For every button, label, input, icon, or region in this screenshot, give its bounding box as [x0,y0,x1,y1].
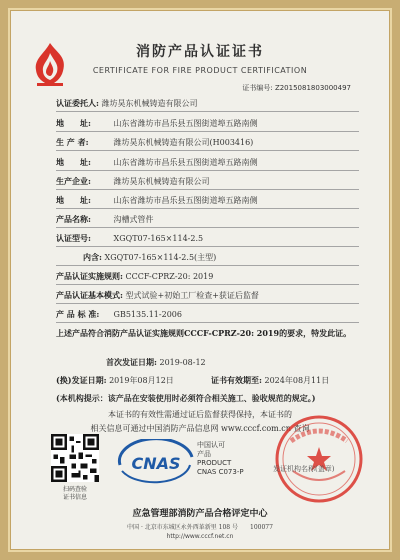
qr-caption-line-1: 扫码查验 [62,486,87,493]
organization-website[interactable]: http://www.cccf.net.cn [166,533,234,540]
qr-caption [51,486,99,502]
certification-statement: 上述产品符合消防产品认证实施规则CCCF-CPRZ-20: 2019的要求，特发此证。 [56,328,352,338]
field-product-value: 沟槽式管件 [113,215,154,224]
field-mode-label: 产品认证基本模式: [56,290,123,300]
field-model-value: XGQT07-165×114-2.5 [113,234,204,243]
field-standard-label: 产 品 标 准: [56,309,100,319]
issue-date-label: (换)发证日期: [56,375,107,385]
field-product-label: 产品名称: [56,214,91,224]
field-producer [56,137,253,148]
field-mode-value: 型式试验+初始工厂检查+获证后监督 [125,291,259,300]
field-standard [56,309,182,320]
field-inner [83,252,216,263]
divider [56,303,359,304]
cnas-line-3: PRODUCT [197,459,232,467]
field-address-1-label: 地 址: [56,118,91,128]
validity-note-line-1: 本证书的有效性需通过证后监督获得保持，本证书的 [108,410,292,419]
divider [56,208,359,209]
field-address-3-label: 地 址: [56,195,91,205]
cnas-line-2: 产品 [197,450,211,458]
field-address-2-label: 地 址: [56,157,91,167]
field-factory-label: 生产企业: [56,176,91,186]
installation-remark: (本机构提示：该产品在安装使用时必须符合相关施工、验收规范的规定。) [56,393,316,403]
validity-note-line-2: 相关信息可通过中国消防产品信息网 www.cccf.com.cn 查询 [90,424,310,433]
field-rule-value: CCCF-CPRZ-20: 2019 [125,272,214,281]
divider [56,150,359,151]
first-issue-date-label: 首次发证日期: [106,357,157,367]
certificate-paper [11,11,389,549]
issuing-body-signature-label: 发证机构名称(盖章) [273,465,335,473]
divider [56,189,359,190]
first-issue-date-value: 2019-08-12 [159,358,206,367]
field-inner-value: XGQT07-165×114-2.5(主型) [104,253,217,262]
field-rule [56,271,213,282]
field-factory-value: 潍坊昊东机械铸造有限公司 [113,177,210,186]
official-seal-icon [273,413,365,505]
organization-address: 中国 · 北京市东城区永外西革新里 108 号 100077 [127,524,273,531]
first-issue-date [106,357,206,368]
field-producer-label: 生 产 者: [56,137,89,147]
field-client [56,98,198,109]
certificate-title: 消防产品认证证书 [136,44,264,60]
field-client-value: 潍坊昊东机械铸造有限公司 [101,99,198,108]
field-address-2 [56,157,258,168]
expiry-date-label: 证书有效期至: [211,375,262,385]
expiry-date [211,375,329,386]
cnas-line-4: CNAS C073-P [197,468,244,476]
issue-date [56,375,174,386]
field-model [56,233,203,244]
divider [56,322,359,323]
serial-value: Z2015081803000497 [274,84,351,92]
field-address-1 [56,118,258,129]
divider [56,170,359,171]
field-address-3 [56,195,258,206]
field-standard-value: GB5135.11-2006 [113,310,182,319]
serial-label: 证书编号: [242,84,273,92]
field-address-2-value: 山东省潍坊市昌乐县五图街道埠五路南侧 [113,158,258,167]
expiry-date-value: 2024年08月11日 [264,376,330,385]
cnas-line-1: 中国认可 [197,441,225,449]
svg-text:CNAS: CNAS [131,454,181,473]
field-address-1-value: 山东省潍坊市昌乐县五图街道埠五路南侧 [113,119,258,128]
field-client-label: 认证委托人: [56,98,99,108]
field-product [56,214,154,225]
cnas-logo-icon [116,439,196,484]
qr-caption-line-2: 证书信息 [62,494,87,501]
issue-date-value: 2019年08月12日 [109,376,174,385]
cnas-accreditation-text [197,441,244,477]
field-address-3-value: 山东省潍坊市昌乐县五图街道埠五路南侧 [113,196,258,205]
field-rule-label: 产品认证实施规则: [56,271,123,281]
issuing-organization: 应急管理部消防产品合格评定中心 [132,509,268,519]
field-producer-value: 潍坊昊东机械铸造有限公司(H003416) [113,138,254,147]
certificate-title-english: CERTIFICATE FOR FIRE PRODUCT CERTIFICATION [92,66,308,75]
divider [56,131,359,132]
divider [56,246,359,247]
field-inner-label: 内含: [83,252,102,262]
divider [56,265,359,266]
divider [56,111,359,112]
certificate-serial [242,83,351,93]
qr-code-icon[interactable] [51,434,99,482]
divider [56,227,359,228]
field-model-label: 认证型号: [56,233,91,243]
field-factory [56,176,210,187]
divider [56,284,359,285]
field-mode [56,290,259,301]
